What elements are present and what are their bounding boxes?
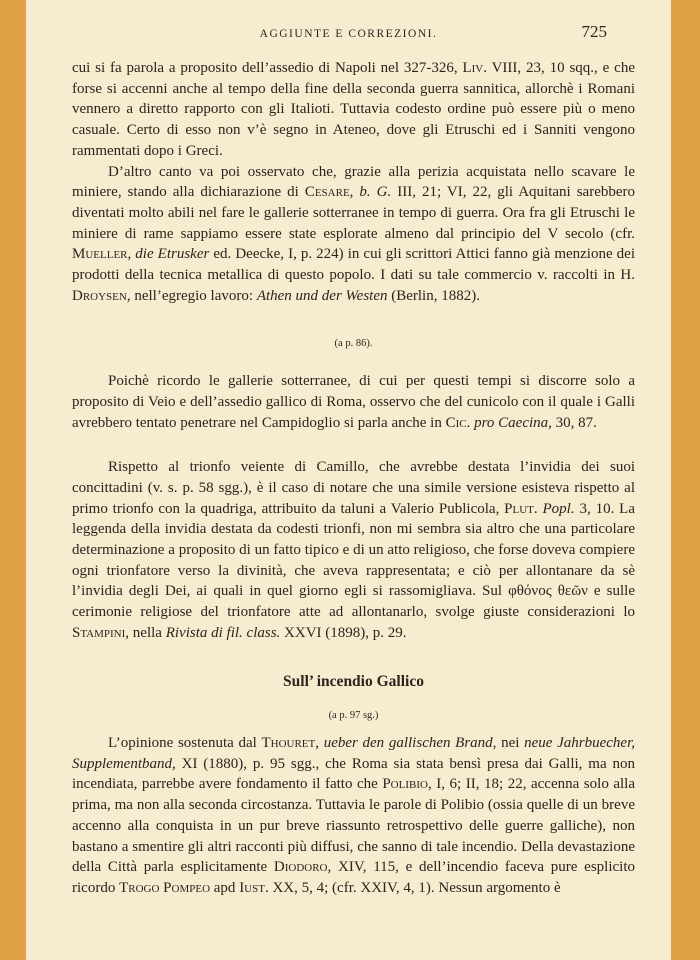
- paragraph-incendio: L’opinione sostenuta dal Thouret, ueber den gallischen Brand, nei neue Jahrbuecher, Supplementband, XI (1880), p. 95 sgg., che Roma sia stata bensì presa dai Galli, ma non incendiata, parrebbe avere fondamento il fatto che Polibio, I, 6; II, 18; 22, accenna solo alla prima, ma non alla seconda circostanza. Tuttavia le parole di Polibio (ossia quelle di un breve accenno alla conquista in un pur breve riassunto retrospettivo delle guerre galliche), non bastano a smentire gli altri racconti più diffusi, che sanno di tale incendio. Della devastazione della Città parla esplicitamente Diodoro, XIV, 115, e dell’incendio faceva pure esplicito ricordo Trogo Pompeo apd Iust. XX, 5, 4; (cfr. XXIV, 4, 1). Nessun argomento è: [72, 734, 636, 896]
- page-reference-97: (a p. 97 sg.): [328, 710, 379, 722]
- page-number: 725: [581, 22, 607, 41]
- paragraph-ateneo: cui si fa parola a proposito dell’assedio di Napoli nel 327-326, Liv. VIII, 23, 10 sqq., e che forse si accenni anche al tempo della fine della seconda guerra sannitica, allorchè i Romani vennero a diretto rapporto con gli Italioti. Tuttavia codesto ordine può essere più o meno casuale. Certo di esso non v’è segno in Ateneo, dove gli Etruschi ed i Sanniti vengono rammentati dopo i Greci.: [72, 60, 635, 159]
- page-body: [72, 58, 635, 899]
- paragraph-trionfo: Rispetto al trionfo veiente di Camillo, che avrebbe destata l’invidia dei suoi concittadini (v. s. p. 58 sgg.), è il caso di notare che una simile versione esisteva rispetto al primo trionfo con la quadriga, attribuito da taluni a Valerio Publicola, Plut. Popl. 3, 10. La leggenda della invidia destata da codesti trionfi, non mi sembra sia altro che una particolare determinazione a proposito di un fatto tipico e di un atto religioso, che forse doveva compiere ogni trionfatore verso la divinità, che aveva rappresentata; e ciò per allontanare da sè l’invidia degli Dei, ai quali in quel giorno egli si rassomigliava. Sul φθόνος θεῶν e sulle cerimonie religiose del trionfatore atte ad allontanarlo, svolge giuste considerazioni lo Stampini, nella Rivista di fil. class. XXVI (1898), p. 29.: [72, 459, 635, 641]
- paragraph-gallerie: Poichè ricordo le gallerie sotterranee, di cui per questi tempi si discorre solo a proposito di Veio e dell’assedio gallico di Roma, osservo che del cunicolo con il quale i Galli avrebbero tentato penetrare nel Campidoglio si parla anche in Cic. pro Caecina, 30, 87.: [72, 373, 635, 431]
- section-title: Sull’ incendio Gallico: [283, 672, 424, 690]
- book-page: [26, 0, 671, 960]
- page-reference-86: (a p. 86).: [334, 338, 373, 350]
- page-header: [26, 22, 671, 46]
- paragraph-miniere: D’altro canto va poi osservato che, grazie alla perizia acquistata nello scavare le miniere, stando alla dichiarazione di Cesare, b. G. III, 21; VI, 22, gli Aquitani sarebbero diventati molto abili nel fare le gallerie sotterranee in tempo di guerra. Ora fra gli Etruschi le miniere di rame sappiamo essere state esplorate almeno dal principio del V secolo (cfr. Mueller, die Etrusker ed. Deecke, I, p. 224) in cui gli scrittori Attici fanno già menzione dei prodotti della tecnica metallica di questo popolo. I dati su tale commercio v. raccolti in H. Droysen, nell’egregio lavoro: Athen und der Westen (Berlin, 1882).: [72, 163, 636, 304]
- running-title: AGGIUNTE E CORREZIONI.: [259, 28, 438, 40]
